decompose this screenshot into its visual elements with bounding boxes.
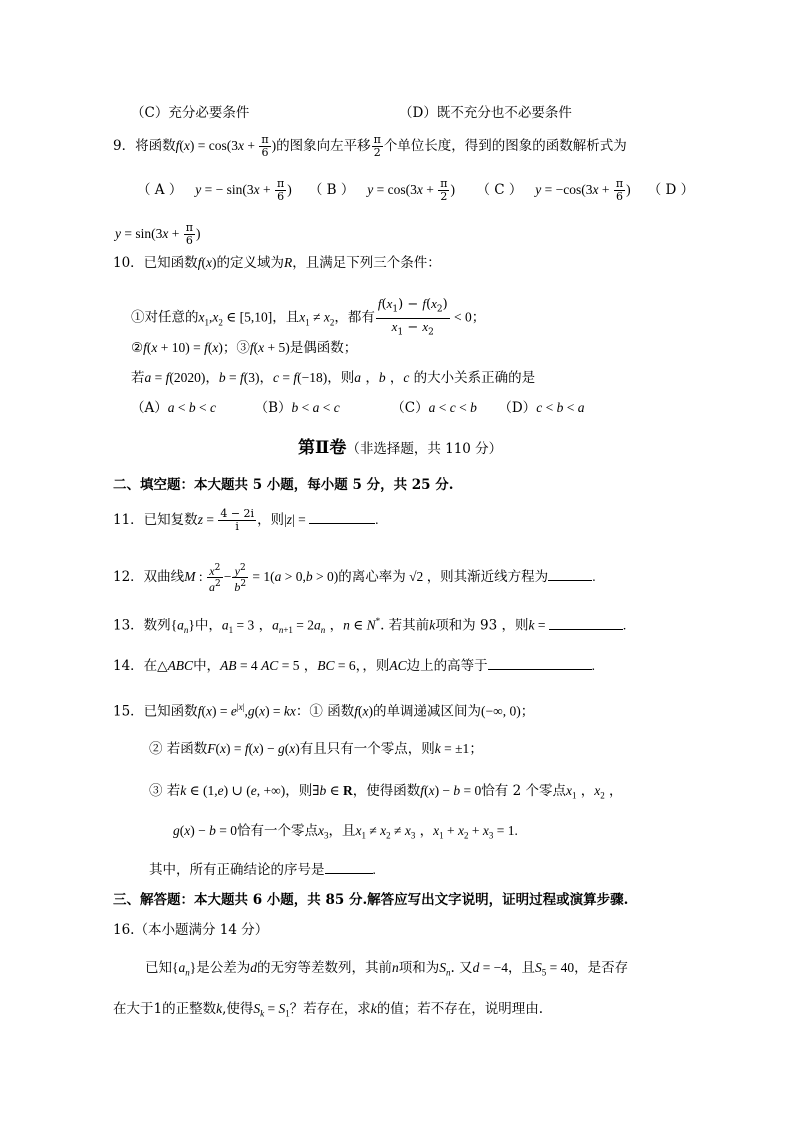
q15-statement-3: ③ 若k ∈ (1,e) ∪ (e, +∞)，则∃b ∈ R，使得函数f(x) − b = 0恰有 2 个零点$x_1$ ，$x_2$ ， bbox=[149, 783, 623, 801]
q16-line-1: 已知$\{a_n\}$是公差为d的无穷等差数列，其前n项和为$S_n$. 又d = −4，且$S_5 = 40$，是否存 bbox=[145, 960, 629, 978]
q15-stem: 15．已知函数$f(x) = e^{|x|},g(x)$ = kx：① 函数f(x)的单调递减区间为(−∞, 0)； bbox=[113, 702, 535, 720]
q9-options: （ A ） y = − sin(3x + $\frac{\pi}{6}$ ) （ B ） y = cos(3x + $\frac{\pi}{2}$ ) （ C ） y = −cos(3x + $\frac{\pi}{6}$ ) （ D ） bbox=[137, 177, 695, 203]
q10-compare: 若a = f(2020)，b = f(3)，c = f(−18)，则a ，b ，c 的大小关系正确的是 bbox=[131, 370, 536, 386]
q15-statement-3-cont: g(x) − b = 0恰有一个零点$x_3$，且$x_1 \ne x_2 \ne x_3$ ，$x_1 + x_2 + x_3 = 1$. bbox=[173, 823, 518, 841]
part-3-header: 三、解答题：本大题共 6 小题，共 85 分.解答应写出文字说明，证明过程或演算步骤. bbox=[113, 892, 629, 908]
q9-stem: 9．将函数f(x) = cos(3x + $\frac{\pi}{6}$ )的图象向左平移 $\frac{\pi}{2}$ 个单位长度，得到的图象的函数解析式为 bbox=[113, 133, 627, 159]
part-2-header: 二、填空题：本大题共 5 小题，每小题 5 分，共 25 分. bbox=[113, 477, 454, 493]
q13: 13．数列$\{a_n\}$中，$a_1 = 3$ ，$a_{n+1} = 2a_n$ ，n ∈ N*. 若其前k项和为 93 ，则k = . bbox=[113, 616, 627, 636]
q10-stem: 10．已知函数f(x)的定义域为R，且满足下列三个条件： bbox=[113, 255, 441, 271]
q16-header: 16.（本小题满分 14 分） bbox=[113, 922, 269, 938]
q15-statement-2: ② 若函数F(x) = f(x) − g(x)有且只有一个零点，则k = ±1； bbox=[149, 741, 483, 757]
q9-option-d-formula: y = sin(3x + $\frac{\pi}{6}$ ) bbox=[115, 221, 201, 247]
q10-conditions-2-3: ②f(x + 10) = f(x)；③f(x + 5)是偶函数； bbox=[131, 340, 358, 356]
q10-options: （A）a < b < c （B）b < a < c （C）a < c < b （D）c < b < a bbox=[131, 400, 585, 416]
q8-option-c: （C）充分必要条件 bbox=[131, 105, 250, 121]
q8-option-d: （D）既不充分也不必要条件 bbox=[399, 105, 572, 121]
section-2-title: 第Ⅱ卷（非选择题，共 110 分） bbox=[298, 438, 503, 458]
q16-line-2: 在大于1的正整数k,使得$S_k = S_1$？若存在，求k的值；若不存在，说明理由. bbox=[113, 1001, 544, 1019]
q11: 11．已知复数z = $\frac{4 - 2i}{i}$ ，则|z| = . bbox=[113, 507, 379, 533]
q14: 14．在△ABC中，AB = 4 AC = 5 ，BC = 6，，则AC边上的高等于 . bbox=[113, 658, 596, 674]
q10-condition-1: ①对任意的$x_1,x_2$ ∈ [5,10]，且$x_1 \ne x_2$，都有 $\frac{f(x_1) - f(x_2)}{x_1 - x_2}$ < 0； bbox=[131, 296, 486, 338]
q12: 12．双曲线M : $\frac{x^2}{a^2}$ − $\frac{y^2}{b^2}$ = 1(a > 0,b > 0)的离心率为 √2 ，则其渐近线方程为 . bbox=[113, 563, 596, 594]
q15-conclusion: 其中，所有正确结论的序号是 . bbox=[149, 862, 376, 878]
